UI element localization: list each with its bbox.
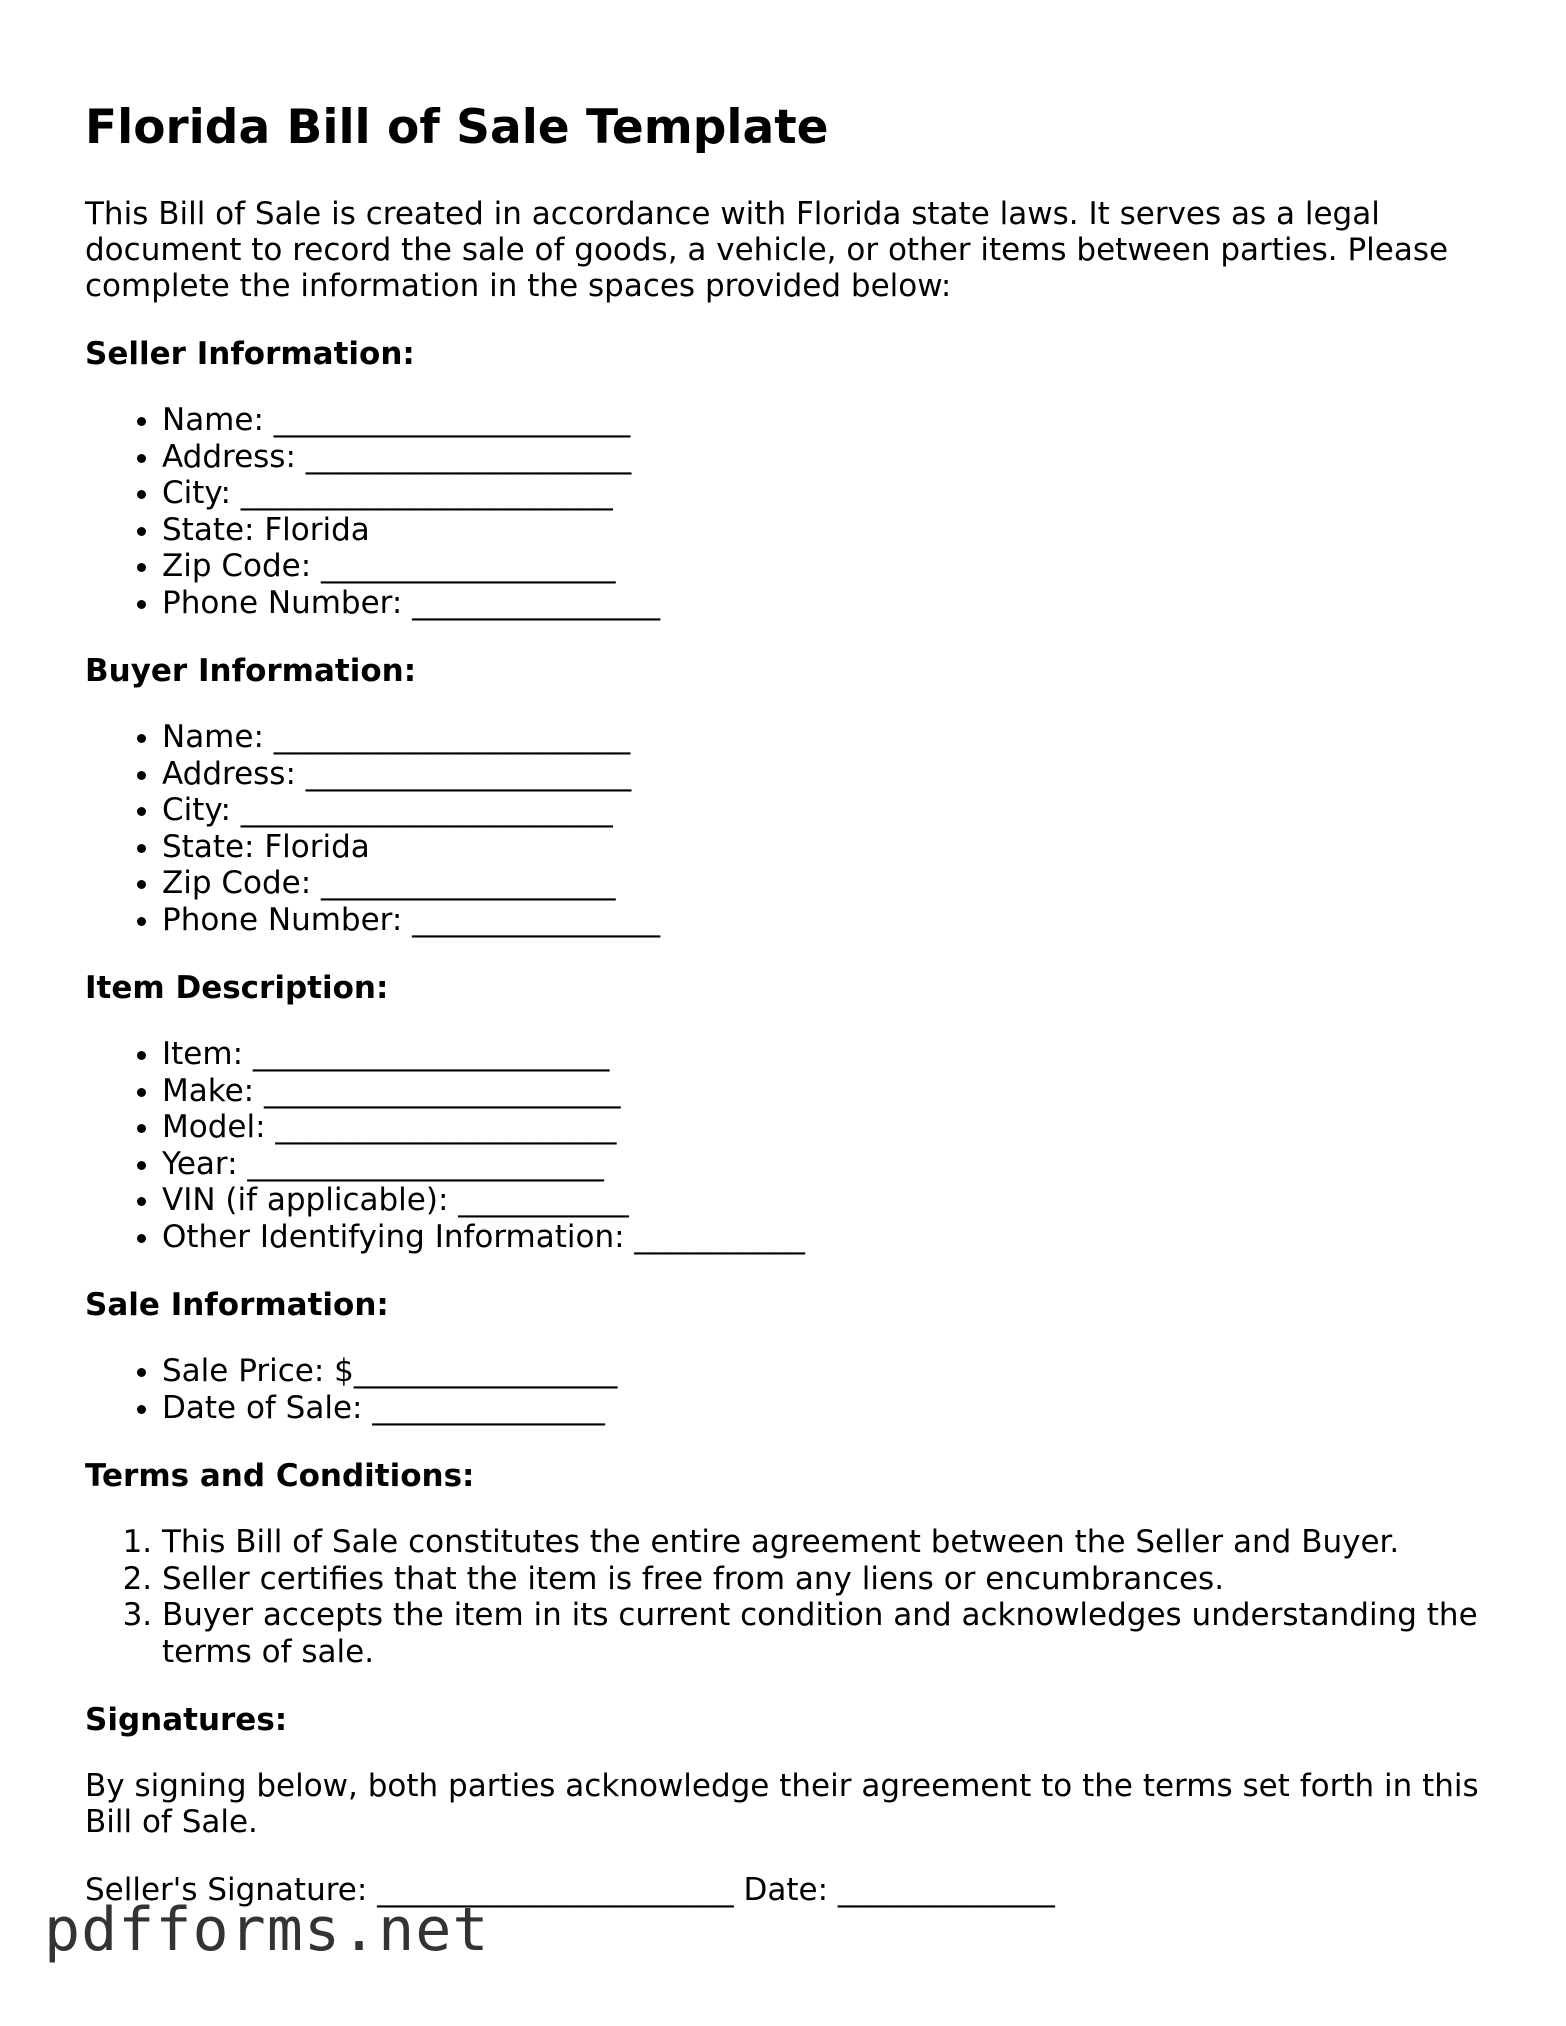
seller-city-field: • City: ________________________ bbox=[162, 475, 1485, 512]
item-field: • Item: _______________________ bbox=[162, 1036, 1485, 1073]
buyer-name-field: • Name: _______________________ bbox=[162, 719, 1485, 756]
other-info-field: • Other Identifying Information: ___________ bbox=[162, 1219, 1485, 1256]
terms-list bbox=[85, 1524, 1485, 1670]
seller-list bbox=[85, 402, 1485, 621]
item-heading: Item Description: bbox=[85, 970, 389, 1007]
seller-state-field: • State: Florida bbox=[162, 512, 1485, 549]
sale-list bbox=[85, 1353, 1485, 1426]
year-field: • Year: _______________________ bbox=[162, 1146, 1485, 1183]
model-field: • Model: ______________________ bbox=[162, 1109, 1485, 1146]
buyer-zip-field: • Zip Code: ___________________ bbox=[162, 865, 1485, 902]
seller-phone-field: • Phone Number: ________________ bbox=[162, 585, 1485, 622]
buyer-address-field: • Address: _____________________ bbox=[162, 756, 1485, 793]
buyer-city-field: • City: ________________________ bbox=[162, 792, 1485, 829]
watermark-logo: pdfforms.net bbox=[44, 1895, 490, 1965]
signatures-paragraph: By signing below, both parties acknowledge their agreement to the terms set forth in this Bill of Sale. bbox=[85, 1768, 1479, 1841]
document-page bbox=[85, 100, 1485, 1908]
term-item: 1. This Bill of Sale constitutes the entire agreement between the Seller and Buyer. bbox=[162, 1524, 1485, 1561]
sale-date-field: • Date of Sale: _______________ bbox=[162, 1390, 1485, 1427]
sale-price-field: • Sale Price: $_________________ bbox=[162, 1353, 1485, 1390]
page-title: Florida Bill of Sale Template bbox=[85, 100, 829, 155]
buyer-heading: Buyer Information: bbox=[85, 653, 417, 690]
buyer-state-field: • State: Florida bbox=[162, 829, 1485, 866]
buyer-list bbox=[85, 719, 1485, 938]
vin-field: • VIN (if applicable): ___________ bbox=[162, 1182, 1485, 1219]
signatures-heading: Signatures: bbox=[85, 1702, 288, 1739]
term-item: 2. Seller certifies that the item is free from any liens or encumbrances. bbox=[162, 1561, 1485, 1598]
seller-address-field: • Address: _____________________ bbox=[162, 439, 1485, 476]
seller-name-field: • Name: _______________________ bbox=[162, 402, 1485, 439]
buyer-phone-field: • Phone Number: ________________ bbox=[162, 902, 1485, 939]
terms-heading: Terms and Conditions: bbox=[85, 1458, 475, 1495]
term-item: 3. Buyer accepts the item in its current condition and acknowledges understanding the terms of sale. bbox=[162, 1597, 1485, 1670]
item-list bbox=[85, 1036, 1485, 1255]
seller-signature-line: Seller's Signature: _______________________ Date: ______________ bbox=[85, 1872, 1055, 1909]
seller-zip-field: • Zip Code: ___________________ bbox=[162, 548, 1485, 585]
intro-paragraph: This Bill of Sale is created in accordance with Florida state laws. It serves as a legal document to record the sale of goods, a vehicle, or other items between parties. Please complete the information in the spaces provided below: bbox=[85, 196, 1449, 305]
seller-heading: Seller Information: bbox=[85, 336, 415, 373]
sale-heading: Sale Information: bbox=[85, 1287, 389, 1324]
make-field: • Make: _______________________ bbox=[162, 1073, 1485, 1110]
